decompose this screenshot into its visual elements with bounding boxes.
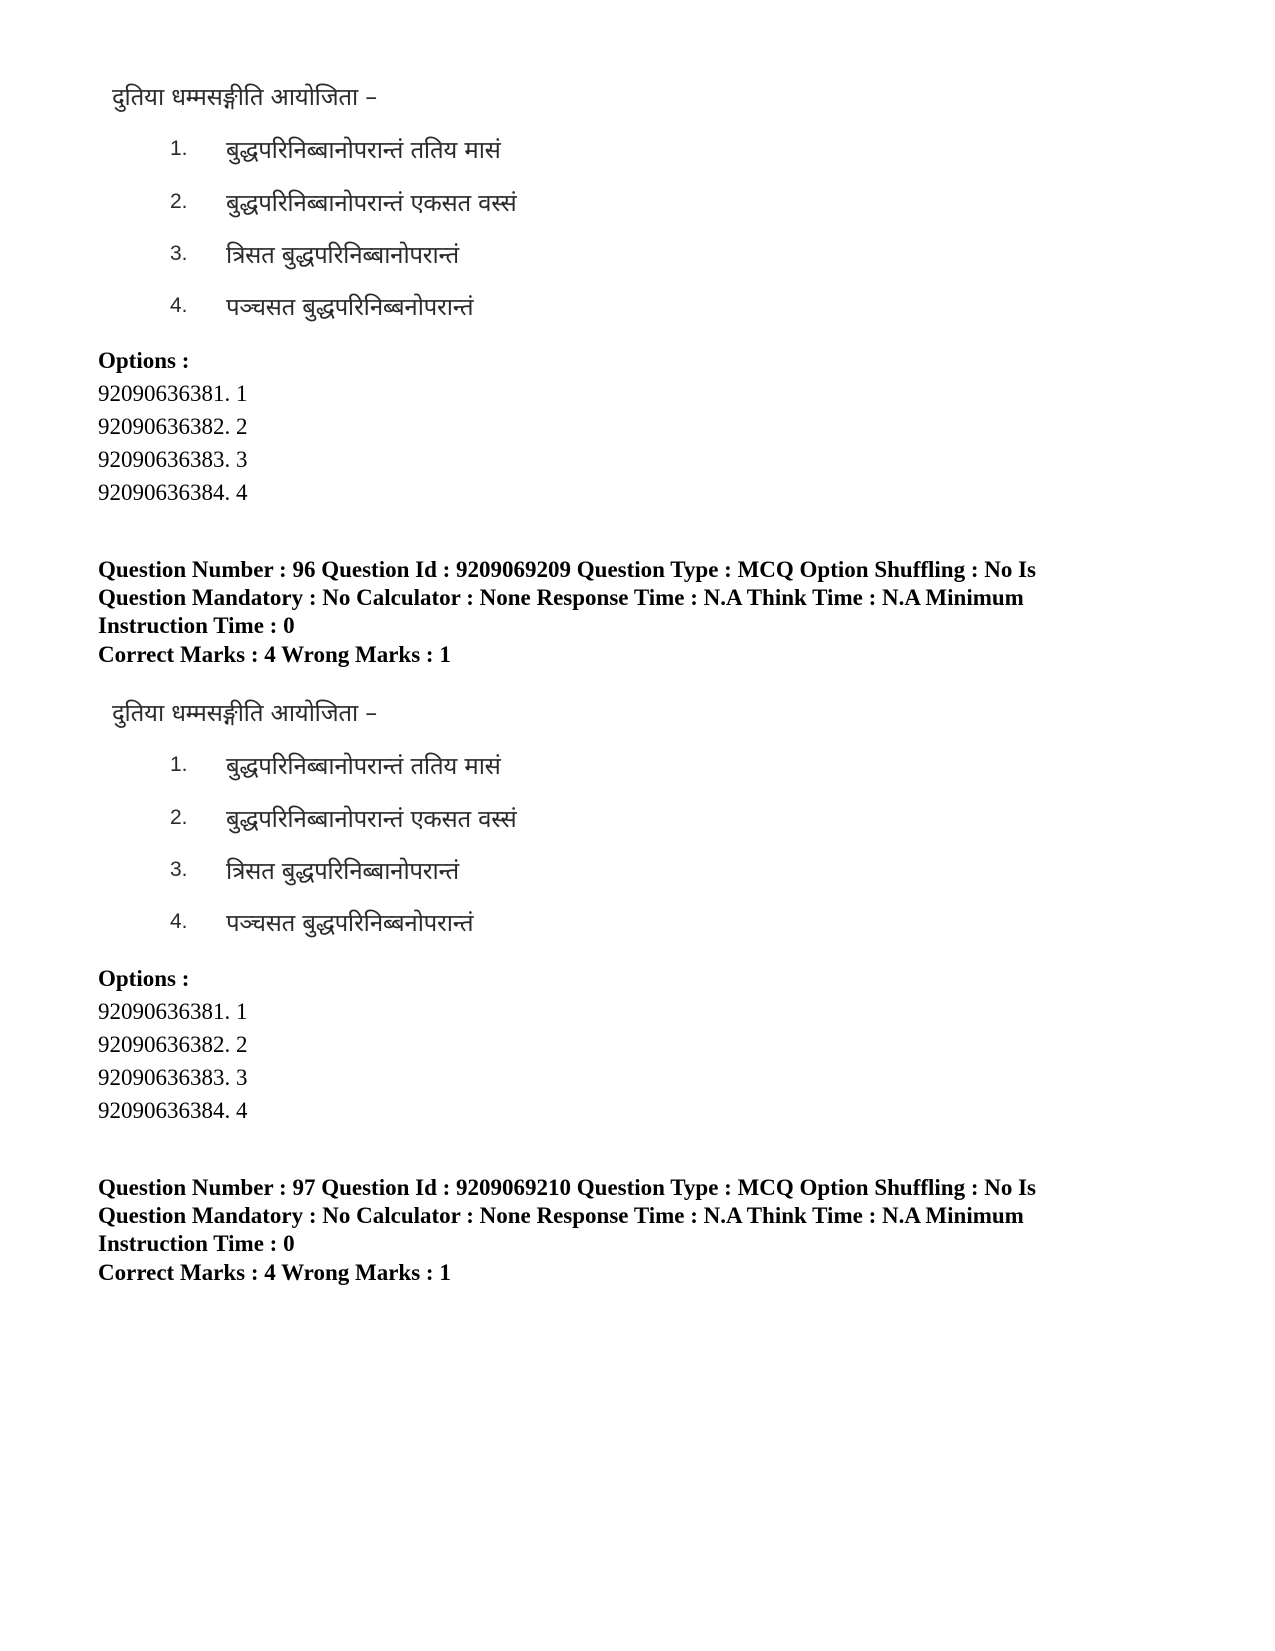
option-line: 92090636382. 2 [98,1032,248,1057]
meta-line: Question Mandatory : No Calculator : None Response Time : N.A Think Time : N.A Minimum [98,585,1024,610]
meta-line: Question Mandatory : No Calculator : None Response Time : N.A Think Time : N.A Minimum [98,1203,1024,1228]
choice-text: बुद्धपरिनिब्बानोपरान्तं एकसत वस्सं [226,189,517,217]
choice-text: पञ्चसत बुद्धपरिनिब्बनोपरान्तं [226,909,474,937]
choice-number: 1. [170,753,188,776]
choice-number: 3. [170,858,188,881]
marks-line: Correct Marks : 4 Wrong Marks : 1 [98,642,451,667]
option-line: 92090636381. 1 [98,999,248,1024]
question-meta [98,556,1178,640]
options-label: Options : [98,348,190,373]
meta-line: Question Number : 97 Question Id : 9209069210 Question Type : MCQ Option Shuffling : No Is [98,1175,1037,1200]
choice-number: 2. [170,190,188,213]
choice-text: पञ्चसत बुद्धपरिनिब्बनोपरान्तं [226,293,474,321]
meta-line: Instruction Time : 0 [98,1231,295,1256]
choice-number: 1. [170,137,188,160]
option-line: 92090636384. 4 [98,1098,248,1123]
meta-line: Instruction Time : 0 [98,613,295,638]
options-label: Options : [98,966,190,991]
choice-text: बुद्धपरिनिब्बानोपरान्तं एकसत वस्सं [226,805,517,833]
choice-number: 3. [170,242,188,265]
option-line: 92090636381. 1 [98,381,248,406]
option-line: 92090636382. 2 [98,414,248,439]
option-line: 92090636383. 3 [98,1065,248,1090]
choice-text: बुद्धपरिनिब्बानोपरान्तं ततिय मासं [226,752,501,780]
choice-text: त्रिसत बुद्धपरिनिब्बानोपरान्तं [226,241,459,269]
choice-text: त्रिसत बुद्धपरिनिब्बानोपरान्तं [226,857,459,885]
choice-number: 4. [170,294,188,317]
option-line: 92090636383. 3 [98,447,248,472]
question-title: दुतिया धम्मसङ्गीति आयोजिता – [112,83,377,111]
choice-number: 2. [170,806,188,829]
choice-text: बुद्धपरिनिब्बानोपरान्तं ततिय मासं [226,136,501,164]
marks-line: Correct Marks : 4 Wrong Marks : 1 [98,1260,451,1285]
meta-line: Question Number : 96 Question Id : 9209069209 Question Type : MCQ Option Shuffling : No Is [98,557,1037,582]
choice-number: 4. [170,910,188,933]
question-title: दुतिया धम्मसङ्गीति आयोजिता – [112,699,377,727]
question-meta [98,1174,1178,1258]
option-line: 92090636384. 4 [98,480,248,505]
